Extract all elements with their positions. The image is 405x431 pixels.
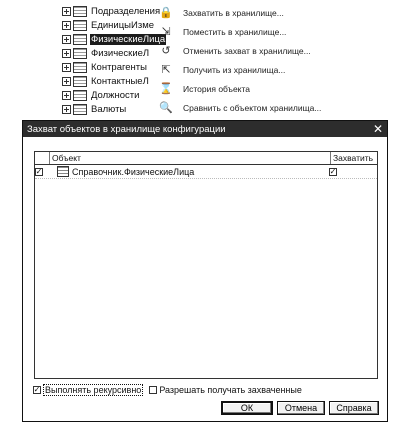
tree-item-edinitsy[interactable] bbox=[62, 18, 158, 32]
lock-icon: 🔒 bbox=[159, 7, 173, 19]
repository-context-menu bbox=[155, 3, 365, 117]
dialog-options bbox=[33, 384, 308, 396]
row-object-name: Справочник.ФизическиеЛица bbox=[72, 166, 195, 177]
tree-item-fizlitsa-2[interactable] bbox=[62, 46, 158, 60]
capture-objects-dialog bbox=[22, 120, 388, 422]
expand-plus-icon[interactable] bbox=[62, 35, 71, 44]
tree-item-fizlitsa-selected[interactable] bbox=[62, 32, 166, 46]
allow-get-captured-label[interactable]: Разрешать получать захваченные bbox=[159, 385, 302, 395]
undo-lock-icon: ↺ bbox=[161, 45, 171, 57]
catalog-icon bbox=[73, 6, 87, 17]
tree-item-label: ФизическиеЛица bbox=[91, 33, 166, 45]
allow-get-captured-checkbox[interactable] bbox=[149, 386, 157, 394]
row-checkbox[interactable]: ✓ bbox=[35, 166, 43, 176]
menu-item-label: Получить из хранилища... bbox=[183, 64, 286, 75]
catalog-icon bbox=[73, 90, 87, 101]
menu-item-undo-capture[interactable] bbox=[155, 41, 365, 60]
tree-item-label: КонтактныеЛ bbox=[91, 75, 149, 87]
recursive-checkbox[interactable]: ✓ bbox=[33, 385, 41, 394]
catalog-icon bbox=[73, 20, 87, 31]
config-tree bbox=[62, 4, 166, 116]
row-capture-cell[interactable] bbox=[325, 165, 377, 178]
grid-header bbox=[35, 152, 377, 165]
expand-plus-icon[interactable] bbox=[62, 7, 71, 16]
table-row[interactable] bbox=[35, 165, 377, 179]
catalog-icon bbox=[73, 104, 87, 115]
menu-item-label: История объекта bbox=[183, 83, 251, 94]
close-icon[interactable]: ✕ bbox=[372, 122, 383, 136]
menu-item-label: Сравнить с объектом хранилища... bbox=[183, 102, 322, 113]
expand-plus-icon[interactable] bbox=[62, 21, 71, 30]
recursive-label[interactable]: Выполнять рекурсивно bbox=[45, 385, 142, 395]
expand-plus-icon[interactable] bbox=[62, 77, 71, 86]
objects-grid bbox=[34, 151, 378, 379]
tree-item-label: Должности bbox=[91, 89, 140, 101]
recursive-option[interactable] bbox=[33, 384, 143, 396]
catalog-icon bbox=[73, 76, 87, 87]
menu-item-label: Отменить захват в хранилище... bbox=[183, 45, 311, 56]
ok-button[interactable]: ОК bbox=[221, 401, 273, 415]
cancel-button[interactable]: Отмена bbox=[277, 401, 325, 415]
tree-item-kontaktnye[interactable] bbox=[62, 74, 158, 88]
header-check-column[interactable] bbox=[35, 152, 50, 164]
catalog-icon bbox=[73, 62, 87, 73]
dialog-titlebar[interactable] bbox=[23, 121, 387, 137]
menu-item-label: Поместить в хранилище... bbox=[183, 26, 287, 37]
compare-icon: 🔍 bbox=[159, 102, 173, 114]
tree-item-label: ФизическиеЛ bbox=[91, 47, 150, 59]
expand-plus-icon[interactable] bbox=[62, 105, 71, 114]
menu-item-store[interactable] bbox=[155, 22, 365, 41]
catalog-icon bbox=[73, 48, 87, 59]
expand-plus-icon[interactable] bbox=[62, 49, 71, 58]
expand-plus-icon[interactable] bbox=[62, 91, 71, 100]
history-icon: ⌛ bbox=[159, 83, 173, 95]
store-icon: ⇲ bbox=[161, 26, 171, 38]
tree-item-label: Валюты bbox=[91, 103, 127, 115]
tree-item-kontragenty[interactable] bbox=[62, 60, 158, 74]
menu-item-label: Захватить в хранилище... bbox=[183, 7, 284, 18]
header-capture[interactable]: Захватить bbox=[333, 153, 374, 163]
catalog-icon bbox=[57, 166, 69, 177]
help-button[interactable]: Справка bbox=[329, 401, 379, 415]
dialog-buttons bbox=[217, 401, 379, 415]
menu-item-get[interactable] bbox=[155, 60, 365, 79]
allow-get-captured-option[interactable] bbox=[149, 385, 302, 395]
capture-checkbox[interactable]: ✓ bbox=[329, 166, 337, 176]
catalog-icon bbox=[73, 34, 87, 45]
menu-item-compare[interactable] bbox=[155, 98, 365, 117]
row-check-cell[interactable] bbox=[35, 165, 47, 178]
tree-item-label: ЕдиницыИзме bbox=[91, 19, 155, 31]
menu-item-history[interactable] bbox=[155, 79, 365, 98]
tree-item-dolzhnosti[interactable] bbox=[62, 88, 158, 102]
tree-item-label: Контрагенты bbox=[91, 61, 147, 73]
tree-item-valyuty[interactable] bbox=[62, 102, 158, 116]
dialog-title: Захват объектов в хранилище конфигурации bbox=[27, 123, 226, 135]
menu-item-capture[interactable] bbox=[155, 3, 365, 22]
tree-item-label: Подразделения bbox=[91, 5, 161, 17]
row-object-cell[interactable] bbox=[47, 165, 325, 178]
get-icon: ⇱ bbox=[161, 64, 171, 76]
expand-plus-icon[interactable] bbox=[62, 63, 71, 72]
header-object[interactable]: Объект bbox=[50, 152, 331, 164]
tree-item-podrazdeleniya[interactable] bbox=[62, 4, 161, 18]
